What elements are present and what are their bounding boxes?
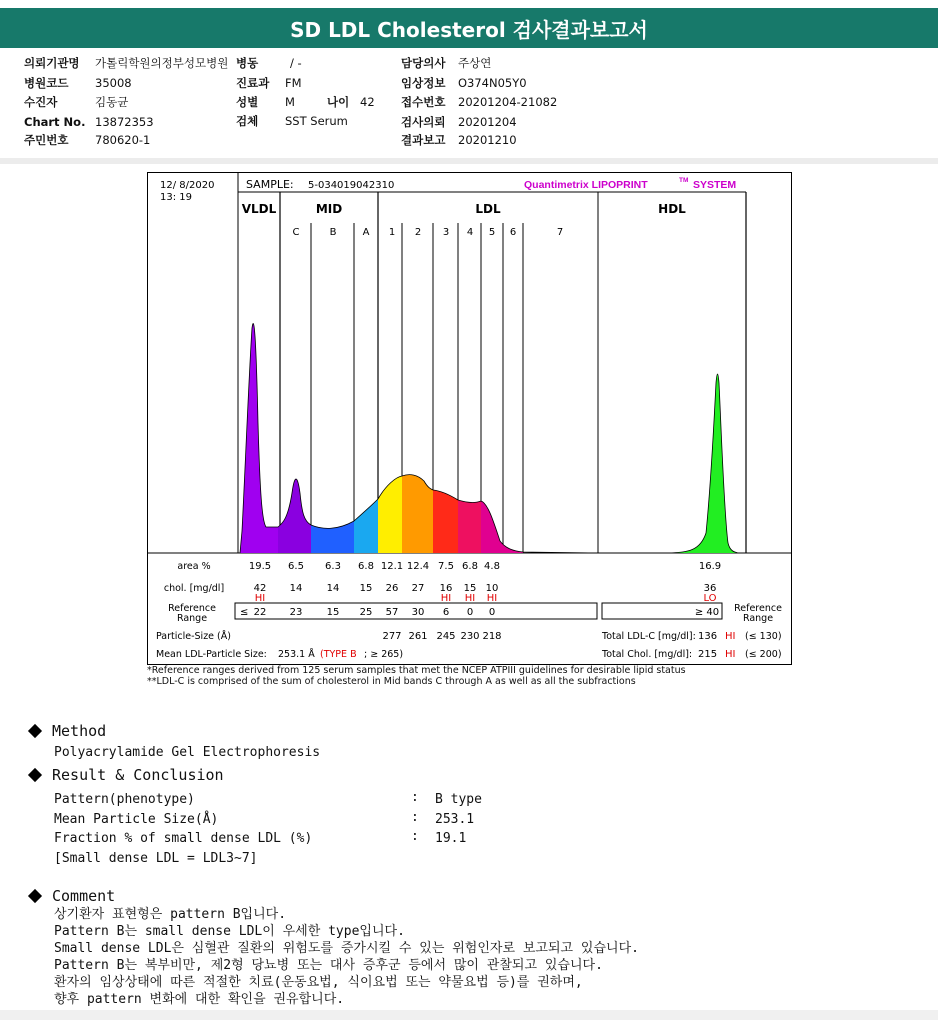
peak-vldl [240, 323, 278, 553]
clinical-label: 임상정보 [401, 76, 446, 90]
chol-flag: HI [254, 593, 266, 604]
ref-value: 30 [411, 607, 425, 618]
receipt-value: 20201204-21082 [458, 95, 558, 109]
diamond-bullet-icon [28, 724, 42, 738]
band-label: 1 [388, 227, 396, 238]
comment-line: Small dense LDL은 심혈관 질환의 위험도를 증가시킬 수 있는 위험인자로 보고되고 있습니다. [54, 941, 639, 956]
specimen-label: 검체 [236, 114, 259, 128]
result-heading: Result & Conclusion [30, 766, 224, 784]
chol-flag: LO [703, 593, 717, 604]
result-size-sep: : [411, 810, 419, 825]
comment-line: 향후 pattern 변화에 대한 확인을 권유합니다. [54, 992, 345, 1007]
req-inst-label: 의뢰기관명 [24, 56, 80, 70]
patient-info-panel [0, 48, 938, 159]
test-req-value: 20201204 [458, 115, 517, 129]
result-size-label: Mean Particle Size(Å) [54, 812, 219, 827]
result-fraction-label: Fraction % of small dense LDL (%) [54, 831, 313, 846]
area-value: 16.9 [698, 561, 722, 572]
test-req-label: 검사의뢰 [401, 115, 446, 129]
ward-value: / - [290, 56, 302, 70]
chol-value: 27 [411, 583, 425, 594]
peak-ldl5 [481, 501, 523, 553]
particle-size-value: 245 [436, 631, 456, 642]
peak-mid-a [354, 499, 378, 553]
ref-value: 0 [488, 607, 496, 618]
sample-label: SAMPLE: [246, 178, 294, 191]
ref-row-label-1: Reference [168, 603, 216, 614]
chol-value: 10 [485, 583, 499, 594]
peak-mid-b [311, 521, 354, 553]
sex-value: M [285, 95, 295, 109]
total-ldl-label: Total LDL-C [mg/dl]: [602, 631, 696, 642]
band-label: B [329, 227, 337, 238]
particle-size-value: 230 [460, 631, 480, 642]
sex-label: 성별 [236, 95, 259, 109]
chol-flag: HI [440, 593, 452, 604]
ref-value: 22 [253, 607, 267, 618]
peak-ldl1 [378, 476, 402, 553]
age-value: 42 [360, 95, 375, 109]
band-label: A [362, 227, 370, 238]
result-fraction-value: 19.1 [435, 831, 467, 846]
dept-value: FM [285, 76, 302, 90]
footnote-1: *Reference ranges derived from 125 serum samples that met the NCEP ATPIII guidelines for desirable lipid status [147, 665, 686, 676]
peak-hdl [670, 374, 738, 553]
ref-value: 6 [442, 607, 450, 618]
chol-flag: HI [486, 593, 498, 604]
chol-value: 36 [703, 583, 717, 594]
total-ldl-flag: HI [725, 631, 736, 642]
report-title: SD LDL Cholesterol 검사결과보고서 [0, 8, 938, 48]
ref-row-label-2: Range [176, 613, 208, 624]
area-value: 4.8 [484, 561, 500, 572]
area-value: 7.5 [438, 561, 454, 572]
area-value: 6.8 [462, 561, 478, 572]
chol-value: 15 [463, 583, 477, 594]
patient-value: 김동균 [95, 95, 129, 109]
chol-value: 42 [253, 583, 267, 594]
comment-heading: Comment [30, 887, 115, 905]
group-hdl: HDL [658, 202, 686, 216]
run-time: 13: 19 [160, 192, 192, 203]
band-label: 3 [442, 227, 450, 238]
total-ldl-ref: (≤ 130) [745, 631, 782, 642]
sample-id: 5-034019042310 [308, 180, 395, 191]
area-value: 6.5 [288, 561, 304, 572]
band-label: 2 [414, 227, 422, 238]
report-date-label: 결과보고 [401, 133, 446, 147]
req-inst-value: 가톨릭학원의정부성모병원 [95, 56, 229, 70]
result-pattern-value: B type [435, 792, 482, 807]
result-pattern-label: Pattern(phenotype) [54, 792, 195, 807]
chol-value: 15 [359, 583, 373, 594]
ref-right-label-2: Range [742, 613, 774, 624]
result-fraction-sep: : [411, 829, 419, 844]
method-text: Polyacrylamide Gel Electrophoresis [54, 745, 321, 760]
footnote-2: **LDL-C is comprised of the sum of cholesterol in Mid bands C through A as well as all the subfractions [147, 676, 636, 687]
id-value: 780620-1 [95, 133, 151, 147]
comment-line: Pattern B는 small dense LDL이 우세한 type입니다. [54, 924, 405, 939]
id-label: 주민번호 [24, 133, 69, 147]
lipoprint-panel [147, 172, 792, 665]
total-ldl-value: 136 [698, 631, 718, 642]
hosp-code-value: 35008 [95, 76, 132, 90]
brand-tm: TM [679, 177, 689, 184]
chol-value: 14 [326, 583, 340, 594]
peak-ldl4 [458, 500, 481, 553]
comment-line: Pattern B는 복부비만, 제2형 당뇨병 또는 대사 증후군 등에서 많이 관찰되고 있습니다. [54, 958, 603, 973]
chol-value: 16 [439, 583, 453, 594]
particle-size-value: 218 [482, 631, 502, 642]
ref-le-symbol: ≤ [240, 607, 249, 618]
particle-size-value: 277 [382, 631, 402, 642]
dept-label: 진료과 [236, 76, 270, 90]
ref-value: 25 [359, 607, 373, 618]
mean-ldl-value: 253.1 Å [278, 649, 315, 660]
chol-row-label: chol. [mg/dl] [163, 583, 225, 594]
ref-value: 23 [289, 607, 303, 618]
result-size-value: 253.1 [435, 812, 475, 827]
brand-system: SYSTEM [693, 179, 737, 191]
group-mid: MID [315, 202, 343, 216]
report-date-value: 20201210 [458, 133, 517, 147]
lipoprint-chart [148, 173, 791, 664]
diamond-bullet-icon [28, 768, 42, 782]
mean-ldl-ref: ; ≥ 265) [364, 649, 404, 660]
ref-value: 0 [466, 607, 474, 618]
ref-value: 57 [385, 607, 399, 618]
chol-value: 26 [385, 583, 399, 594]
ward-label: 병동 [236, 56, 259, 70]
patient-label: 수진자 [24, 95, 58, 109]
diamond-bullet-icon [28, 889, 42, 903]
area-value: 12.1 [380, 561, 404, 572]
band-label: 4 [466, 227, 474, 238]
area-value: 12.4 [406, 561, 430, 572]
peak-mid-c [278, 479, 311, 553]
area-value: 6.3 [325, 561, 341, 572]
receipt-label: 접수번호 [401, 95, 446, 109]
doctor-label: 담당의사 [401, 56, 446, 70]
result-footnote: [Small dense LDL = LDL3~7] [54, 851, 258, 866]
chart-no-value: 13872353 [95, 115, 154, 129]
method-heading: Method [30, 722, 106, 740]
run-date: 12/ 8/2020 [160, 180, 215, 191]
result-pattern-sep: : [411, 790, 419, 805]
chart-no-label: Chart No. [24, 115, 86, 129]
bottom-band [0, 1010, 938, 1020]
specimen-value: SST Serum [285, 114, 348, 128]
area-value: 6.8 [358, 561, 374, 572]
mean-ldl-type: (TYPE B [320, 649, 357, 660]
particle-size-label: Particle-Size (Å) [156, 631, 231, 642]
hdl-ref-value: ≥ 40 [694, 607, 720, 618]
band-label: 6 [509, 227, 517, 238]
brand-name: Quantimetrix LIPOPRINT [524, 179, 648, 191]
mean-ldl-label: Mean LDL-Particle Size: [156, 649, 267, 660]
ref-value: 15 [326, 607, 340, 618]
comment-line: 상기환자 표현형은 pattern B입니다. [54, 907, 287, 922]
chol-value: 14 [289, 583, 303, 594]
chol-flag: HI [464, 593, 476, 604]
peak-ldl3 [433, 490, 458, 553]
area-value: 19.5 [248, 561, 272, 572]
doctor-value: 주상연 [458, 56, 492, 70]
group-vldl: VLDL [241, 202, 277, 216]
particle-size-value: 261 [408, 631, 428, 642]
hosp-code-label: 병원코드 [24, 76, 69, 90]
total-chol-label: Total Chol. [mg/dl]: [602, 649, 693, 660]
area-row-label: area % [177, 561, 211, 572]
band-label: 5 [488, 227, 496, 238]
age-label: 나이 [327, 95, 350, 109]
clinical-value: O374N05Y0 [458, 76, 527, 90]
total-chol-flag: HI [725, 649, 736, 660]
total-chol-ref: (≤ 200) [745, 649, 782, 660]
comment-line: 환자의 임상상태에 따른 적절한 치료(운동요법, 식이요법 또는 약물요법 등)를 권하며, [54, 975, 583, 990]
ref-right-label-1: Reference [734, 603, 782, 614]
band-label: C [292, 227, 300, 238]
section-divider [0, 158, 938, 164]
group-ldl: LDL [475, 202, 501, 216]
band-label: 7 [556, 227, 564, 238]
total-chol-value: 215 [698, 649, 718, 660]
